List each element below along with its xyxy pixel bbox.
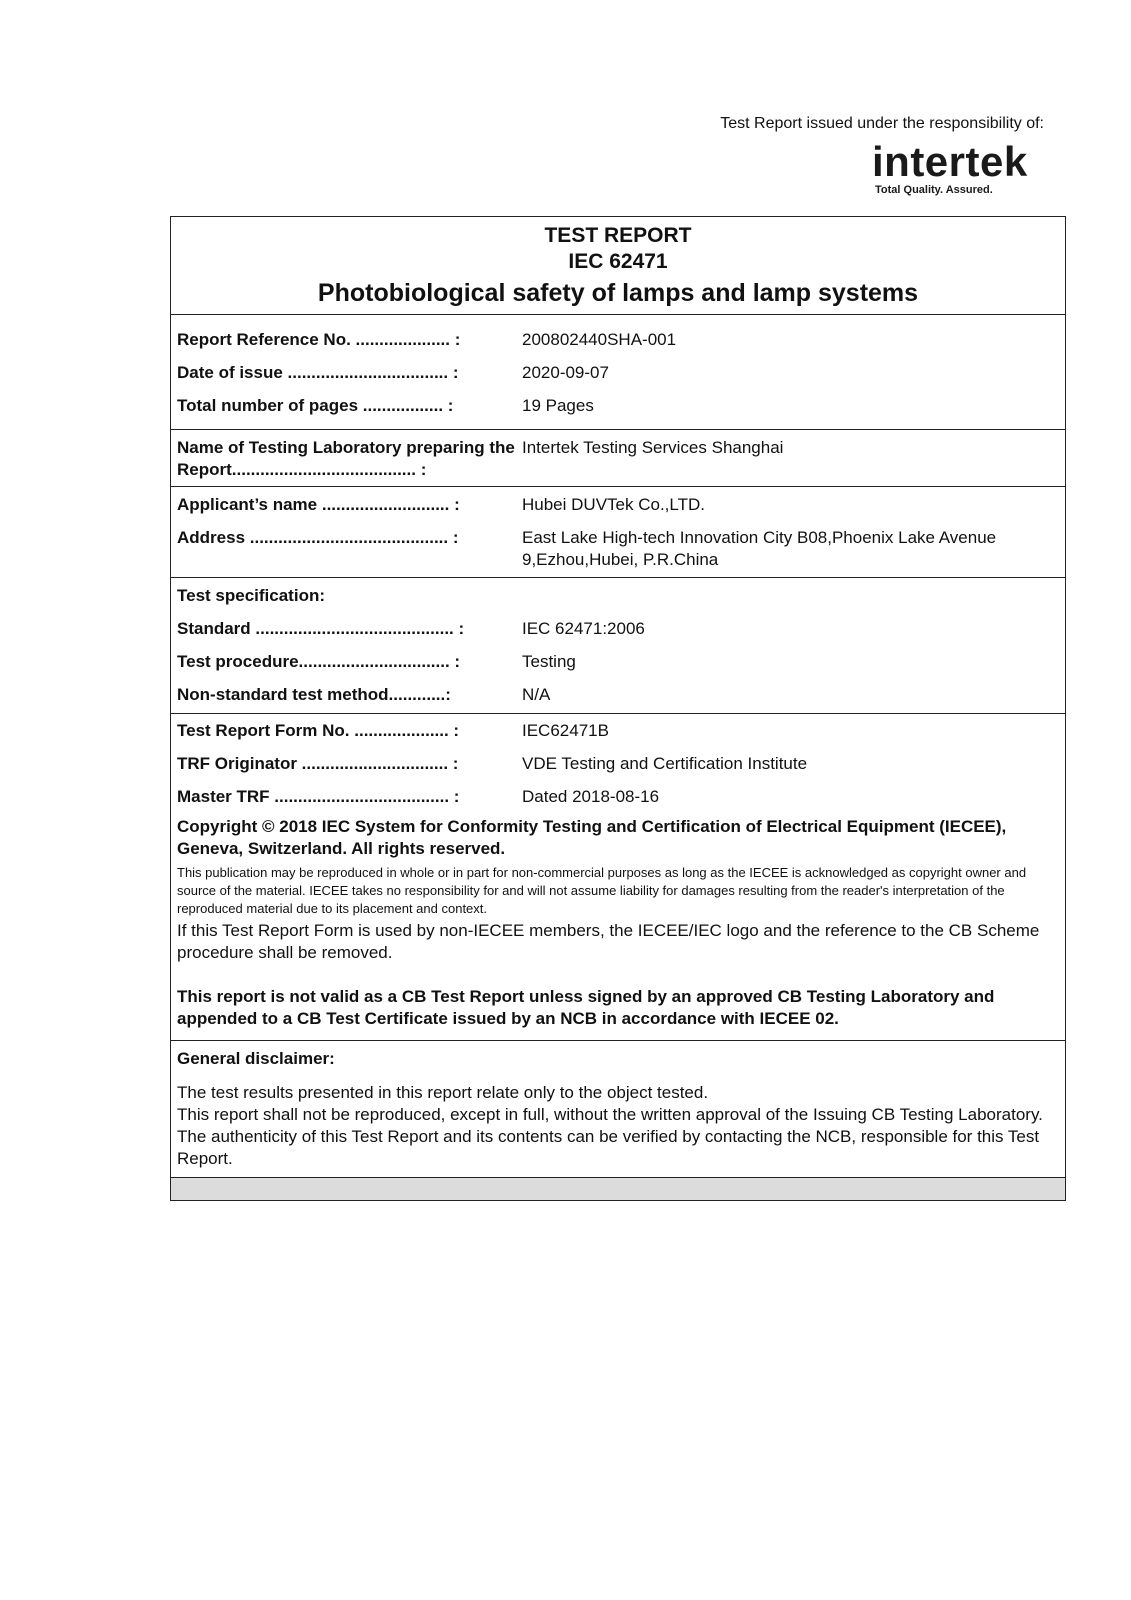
test-spec-heading-row xyxy=(177,585,1059,607)
applicant-name-value: Hubei DUVTek Co.,LTD. xyxy=(522,495,705,514)
test-specification-section xyxy=(171,578,1065,714)
testing-lab-value: Intertek Testing Services Shanghai xyxy=(522,438,784,457)
footer-grey-bar xyxy=(171,1178,1065,1200)
trf-originator-row xyxy=(177,753,1059,775)
master-trf-row xyxy=(177,786,1059,808)
general-disclaimer-section xyxy=(171,1041,1065,1178)
non-standard-method-row xyxy=(177,684,1059,706)
test-spec-heading: Test specification: xyxy=(177,586,325,605)
field-label: Test procedure................................ : xyxy=(177,652,461,671)
test-procedure-value: Testing xyxy=(522,652,576,671)
applicant-name-row xyxy=(177,494,1059,516)
master-trf-value: Dated 2018-08-16 xyxy=(522,787,660,806)
field-label: Master TRF ..................................... : xyxy=(177,787,460,806)
field-label: Total number of pages ................. : xyxy=(177,396,454,415)
report-reference-value: 200802440SHA-001 xyxy=(522,330,677,349)
logo-wordmark: intertek xyxy=(872,138,1028,185)
date-of-issue-row xyxy=(177,362,1059,384)
field-label: Date of issue .................................. : xyxy=(177,363,459,382)
intertek-logo xyxy=(872,140,1047,200)
report-reference-row xyxy=(177,329,1059,351)
field-label: Address .......................................... : xyxy=(177,528,459,547)
test-report-table xyxy=(170,216,1066,1201)
validity-note: This report is not valid as a CB Test Report unless signed by an approved CB Testing Laboratory and appended to a CB Test Certificate issued by an NCB in accordance with IECEE 02. xyxy=(177,987,995,1028)
trf-originator-value: VDE Testing and Certification Institute xyxy=(522,754,808,773)
report-subject: Photobiological safety of lamps and lamp systems xyxy=(317,279,919,307)
field-label: Report Reference No. .................... : xyxy=(177,330,461,349)
applicant-section xyxy=(171,487,1065,578)
testing-lab-section xyxy=(171,430,1065,487)
copyright-notice: Copyright © 2018 IEC System for Conformity Testing and Certification of Electrical Equipment (IECEE), Geneva, Switzerland. All rights reserved. xyxy=(177,817,1007,858)
date-of-issue-value: 2020-09-07 xyxy=(522,363,609,382)
report-title: TEST REPORT xyxy=(544,224,692,247)
report-info-section xyxy=(171,315,1065,430)
report-title-section xyxy=(171,217,1065,315)
field-label: Non-standard test method............: xyxy=(177,685,451,704)
test-procedure-row xyxy=(177,651,1059,673)
disclaimer-line-1: The test results presented in this report relate only to the object tested. xyxy=(177,1083,709,1102)
test-report-form-section xyxy=(171,714,1065,1041)
field-label: Test Report Form No. .................... : xyxy=(177,721,460,740)
trf-number-value: IEC62471B xyxy=(522,721,609,740)
address-row xyxy=(177,527,1059,571)
logo-tagline: Total Quality. Assured. xyxy=(875,184,993,196)
field-label: Standard .......................................... : xyxy=(177,619,465,638)
trf-number-row xyxy=(177,720,1059,742)
address-value: East Lake High-tech Innovation City B08,Phoenix Lake Avenue 9,Ezhou,Hubei, P.R.China xyxy=(522,528,997,569)
total-pages-value: 19 Pages xyxy=(522,396,594,415)
standard-row xyxy=(177,618,1059,640)
field-label: Name of Testing Laboratory preparing the Report....................................... : xyxy=(177,438,520,479)
issued-responsibility-text: Test Report issued under the responsibility of: xyxy=(720,115,1044,132)
report-standard: IEC 62471 xyxy=(568,250,668,273)
testing-lab-row xyxy=(177,437,1059,481)
total-pages-row xyxy=(177,395,1059,417)
non-member-note: If this Test Report Form is used by non-IECEE members, the IECEE/IEC logo and the reference to the CB Scheme procedure shall be removed. xyxy=(177,921,1040,962)
publication-note: This publication may be reproduced in whole or in part for non-commercial purposes as long as the IECEE is acknowledged as copyright owner and source of the material. IECEE takes no responsibility for and will not assume liability for damages resulting from the reader's interpretation of the reproduced material due to its placement and context. xyxy=(177,865,1027,916)
disclaimer-line-2: This report shall not be reproduced, except in full, without the written approval of the Issuing CB Testing Laboratory. The authenticity of this Test Report and its contents can be verified by contacting the NCB, responsible for this Test Report. xyxy=(177,1105,1043,1168)
non-standard-method-value: N/A xyxy=(522,685,551,704)
disclaimer-heading: General disclaimer: xyxy=(177,1049,335,1068)
field-label: TRF Originator ............................... : xyxy=(177,754,459,773)
field-label: Applicant’s name ........................... : xyxy=(177,495,460,514)
standard-value: IEC 62471:2006 xyxy=(522,619,645,638)
